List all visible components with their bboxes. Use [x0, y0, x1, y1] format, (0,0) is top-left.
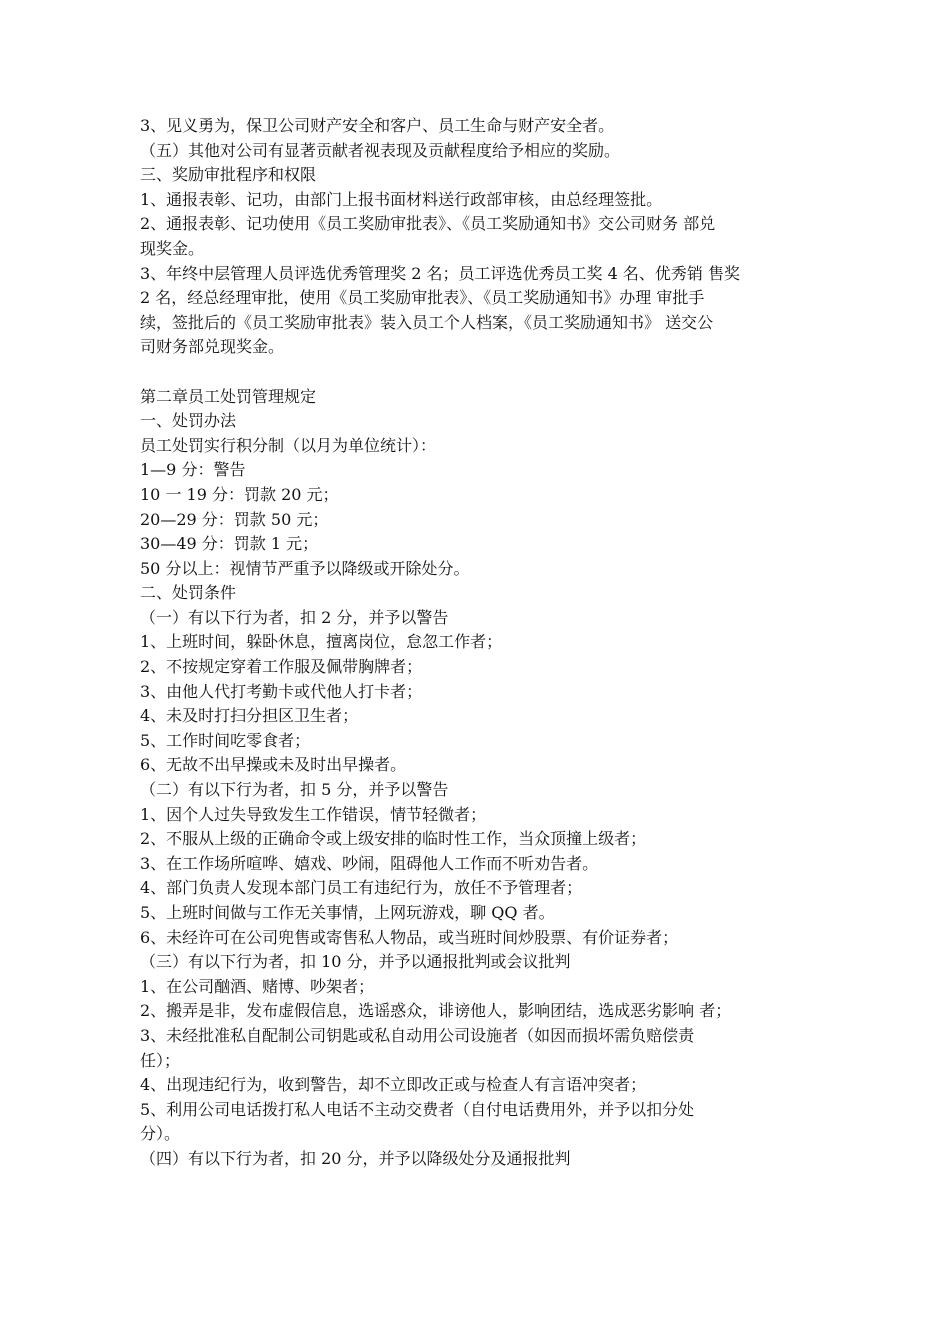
text-line: 分）。 [140, 1124, 181, 1144]
text-line: 10 一 19 分：罚款 20 元； [140, 484, 339, 504]
blank-line [140, 360, 820, 385]
text-line: 6、无故不出早操或未及时出早操者。 [140, 755, 407, 775]
chapter-heading: 第二章员工处罚管理规定 [140, 386, 317, 406]
text-line: 司财务部兑现奖金。 [140, 337, 285, 357]
text-line: 员工处罚实行积分制（以月为单位统计）： [140, 435, 437, 455]
section-heading: 三、奖励审批程序和权限 [140, 165, 317, 185]
text-line: 50 分以上：视情节严重予以降级或开除处分。 [140, 558, 470, 578]
text-line: 1—9 分：警告 [140, 460, 246, 480]
text-line: 2、不按规定穿着工作服及佩带胸牌者； [140, 657, 423, 677]
text-line: 1、上班时间，躲卧休息，擅离岗位，怠忽工作者； [140, 632, 503, 652]
text-line: 3、未经批准私自配制公司钥匙或私自动用公司设施者（如因而损坏需负赔偿责 [140, 1025, 695, 1045]
text-line: 4、部门负责人发现本部门员工有违纪行为，放任不予管理者； [140, 878, 583, 898]
text-line: 续，签批后的《员工奖励审批表》装入员工个人档案，《员工奖励通知书》 送交公 [140, 312, 714, 332]
subsection-heading: （一）有以下行为者，扣 2 分，并予以警告 [140, 607, 449, 627]
text-line: 3、在工作场所喧哗、嬉戏、吵闹，阻碍他人工作而不听劝告者。 [140, 853, 599, 873]
section-heading: 一、处罚办法 [140, 411, 237, 431]
text-line: 3、由他人代打考勤卡或代他人打卡者； [140, 681, 423, 701]
text-line: （五）其他对公司有显著贡献者视表现及贡献程度给予相应的奖励。 [140, 140, 621, 160]
text-line: 2、通报表彰、记功使用《员工奖励审批表》、《员工奖励通知书》交公司财务 部兑 [140, 214, 716, 234]
text-line: 2、不服从上级的正确命令或上级安排的临时性工作，当众顶撞上级者； [140, 829, 647, 849]
text-line: 1、在公司酗酒、赌博、吵架者； [140, 976, 375, 996]
text-line: 5、利用公司电话拨打私人电话不主动交费者（自付电话费用外，并予以扣分处 [140, 1099, 695, 1119]
subsection-heading: （二）有以下行为者，扣 5 分，并予以警告 [140, 780, 449, 800]
text-line: 5、上班时间做与工作无关事情，上网玩游戏，聊 QQ 者。 [140, 903, 555, 922]
subsection-heading: （四）有以下行为者，扣 20 分，并予以降级处分及通报批判 [140, 1148, 571, 1168]
section-heading: 二、处罚条件 [140, 583, 237, 603]
text-line: 4、未及时打扫分担区卫生者； [140, 706, 359, 726]
document-body [140, 114, 820, 1172]
subsection-heading: （三）有以下行为者，扣 10 分，并予以通报批判或会议批判 [140, 952, 571, 972]
text-line: 20—29 分：罚款 50 元； [140, 509, 329, 529]
text-line: 2 名，经总经理审批，使用《员工奖励审批表》、《员工奖励通知书》办理 审批手 [140, 288, 705, 308]
text-line: 任）； [140, 1050, 181, 1070]
text-line: 1、通报表彰、记功，由部门上报书面材料送行政部审核，由总经理签批。 [140, 189, 663, 209]
text-line: 3、见义勇为，保卫公司财产安全和客户、员工生命与财产安全者。 [140, 116, 615, 135]
text-line: 6、未经许可在公司兜售或寄售私人物品，或当班时间炒股票、有价证券者； [140, 927, 679, 947]
text-line: 4、出现违纪行为，收到警告，却不立即改正或与检查人有言语冲突者； [140, 1075, 647, 1095]
text-line: 1、因个人过失导致发生工作错误，情节轻微者； [140, 804, 487, 824]
text-line: 5、工作时间吃零食者； [140, 730, 311, 750]
text-line: 2、搬弄是非，发布虚假信息，选谣惑众，诽谤他人，影响团结，选成恶劣影响 者； [140, 1001, 732, 1021]
text-line: 30—49 分：罚款 1 元； [140, 534, 319, 554]
text-line: 现奖金。 [140, 238, 205, 258]
text-line: 3、年终中层管理人员评选优秀管理奖 2 名；员工评选优秀员工奖 4 名、优秀销 售奖 [140, 263, 740, 283]
